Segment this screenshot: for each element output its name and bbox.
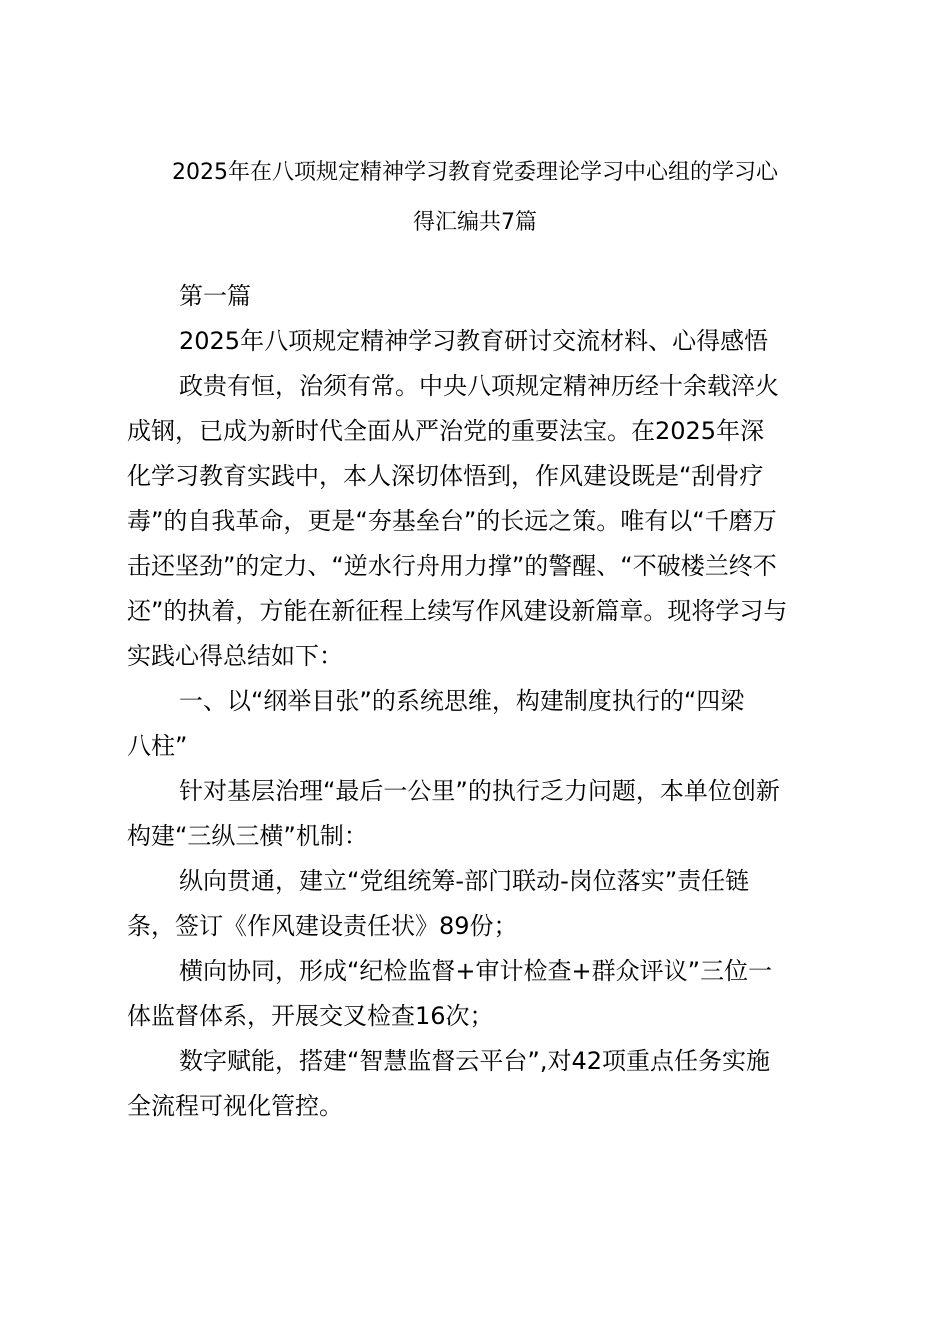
paragraph-line: 构建“三纵三横”机制：	[127, 822, 368, 850]
subsection-heading: 一、以“纲举目张”的系统思维，构建制度执行的“四梁	[179, 687, 745, 715]
document-title-line-2: 得汇编共7篇	[413, 210, 537, 235]
paragraph-line: 成钢，已成为新时代全面从严治党的重要法宝。在2025年深	[127, 417, 765, 445]
paragraph-line: 纵向贯通，建立“党组统筹-部门联动-岗位落实”责任链	[179, 867, 750, 895]
paragraph-line: 全流程可视化管控。	[127, 1092, 343, 1120]
paragraph-line: 化学习教育实践中，本人深切体悟到，作风建设既是“刮骨疗	[127, 462, 764, 490]
paragraph-line: 毒”的自我革命，更是“夯基垒台”的长远之策。唯有以“千磨万	[127, 507, 777, 535]
paragraph-line: 数字赋能，搭建“智慧监督云平台”,对42项重点任务实施	[179, 1047, 771, 1075]
paragraph-line: 条，签订《作风建设责任状》89份；	[127, 912, 518, 940]
article-title: 2025年八项规定精神学习教育研讨交流材料、心得感悟	[179, 327, 769, 355]
paragraph-line: 实践心得总结如下：	[127, 642, 343, 670]
paragraph-line: 横向协同，形成“纪检监督+审计检查+群众评议”三位一	[179, 957, 773, 985]
section-heading: 第一篇	[179, 282, 251, 310]
document-title-line-1: 2025年在八项规定精神学习教育党委理论学习中心组的学习心	[172, 160, 778, 185]
paragraph-line: 政贵有恒，治须有常。中央八项规定精神历经十余载淬火	[179, 372, 779, 400]
paragraph-line: 体监督体系，开展交叉检查16次；	[127, 1002, 494, 1030]
subsection-heading-continued: 八柱”	[127, 732, 188, 760]
paragraph-line: 击还坚劲”的定力、“逆水行舟用力撑”的警醒、“不破楼兰终不	[127, 552, 777, 580]
paragraph-line: 还”的执着，方能在新征程上续写作风建设新篇章。现将学习与	[127, 597, 788, 625]
paragraph-line: 针对基层治理“最后一公里”的执行乏力问题，本单位创新	[179, 777, 780, 805]
